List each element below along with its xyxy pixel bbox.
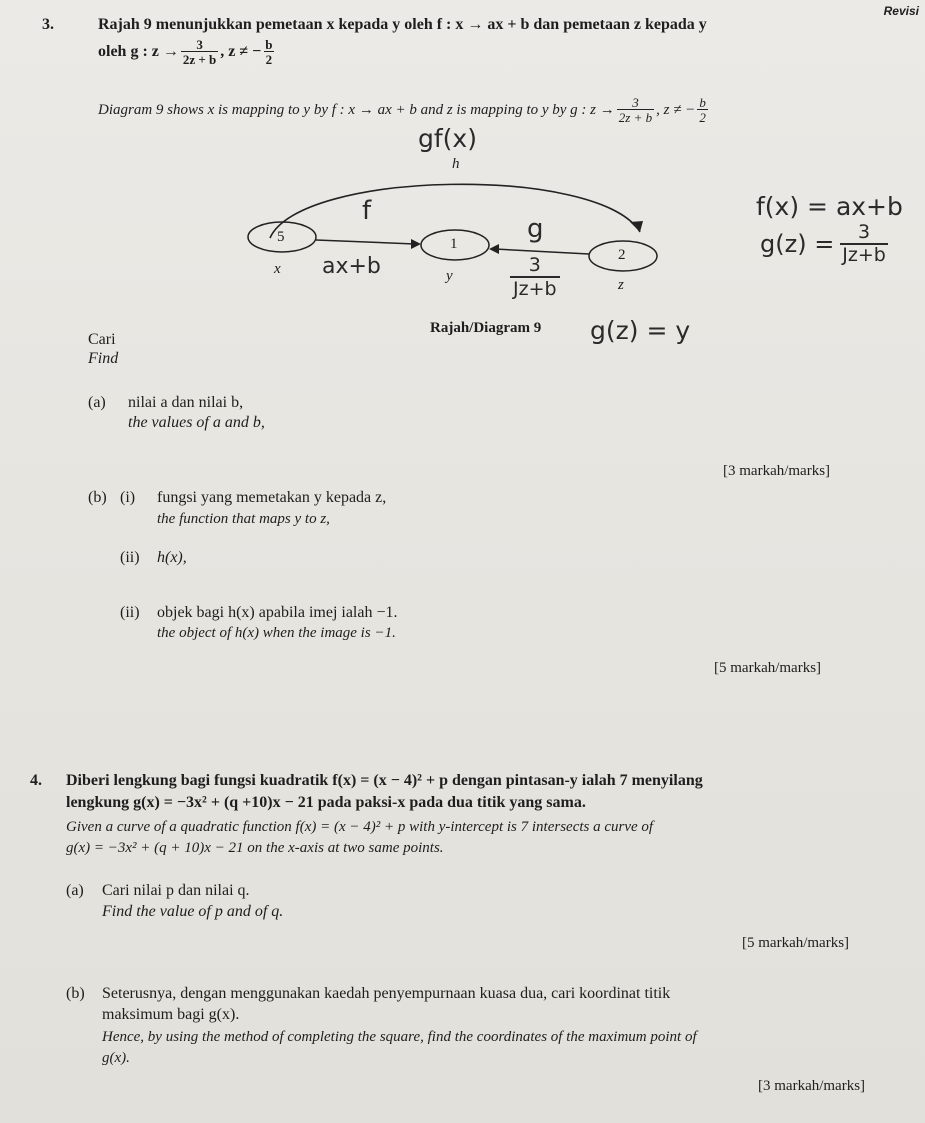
cari-label: Cari <box>88 331 116 348</box>
q3-number: 3. <box>42 16 54 33</box>
q3-ms-b: b <box>265 37 273 52</box>
q3-statement-ms-line1: Rajah 9 menunjukkan pemetaan x kepada y oleh f : x → ax + b dan pemetaan z kepada y <box>98 16 707 33</box>
q4-en-line2: g(x) = −3x² + (q + 10)x − 21 on the x-axis at two same points. <box>66 840 444 856</box>
q3biii-ms: objek bagi h(x) apabila imej ialah −1. <box>157 604 398 621</box>
q3b-marks: [5 markah/marks] <box>714 660 822 676</box>
q3-ms-two: 2 <box>265 52 273 67</box>
q3bi-en: the function that maps y to z, <box>157 511 330 527</box>
q3-en-prefix: Diagram 9 shows x is mapping to y by f : x → ax + b and z is mapping to y by g : z → <box>98 101 615 118</box>
handwritten-ax-plus-b: ax+b <box>322 254 381 279</box>
handwritten-frac-den: Jz+b <box>510 276 560 300</box>
arc-h-arrowhead <box>630 221 643 232</box>
q4a-label: (a) <box>66 882 84 899</box>
value-5: 5 <box>277 229 285 245</box>
q3-en-two: 2 <box>699 110 706 125</box>
q3bi-ms: fungsi yang memetakan y kepada z, <box>157 489 387 506</box>
q4a-ms: Cari nilai p dan nilai q. <box>102 882 250 899</box>
arrow-g-head <box>489 244 499 254</box>
handwritten-g: g <box>527 214 544 244</box>
handwritten-fx: f(x) = ax+b <box>756 192 903 221</box>
q3biii-en: the object of h(x) when the image is −1. <box>157 625 396 641</box>
q3bii-text: h(x), <box>157 549 187 566</box>
q3biii-label: (ii) <box>120 604 140 621</box>
handwritten-gz <box>760 222 888 266</box>
q3-en-b: b <box>699 95 706 110</box>
q4b-marks: [3 markah/marks] <box>758 1078 866 1094</box>
diagram-caption: Rajah/Diagram 9 <box>430 320 542 336</box>
q4a-en: Find the value of p and of q. <box>102 903 284 920</box>
q4b-ms-line2: maksimum bagi g(x). <box>102 1006 240 1023</box>
q3-ms-frac-den: 2z + b <box>182 52 217 67</box>
q4-en-line1: Given a curve of a quadratic function f(x) = (x − 4)² + p with y-intercept is 7 intersects a curve of <box>66 819 654 835</box>
q4b-ms-line1: Seterusnya, dengan menggunakan kaedah penyempurnaan kuasa dua, cari koordinat titik <box>102 985 671 1002</box>
q3a-en: the values of a and b, <box>128 414 265 431</box>
handwritten-gz-fraction <box>840 222 888 266</box>
q4-ms-line2: lengkung g(x) = −3x² + (q +10)x − 21 pada paksi-x pada dua titik yang sama. <box>66 794 586 811</box>
q3a-ms: nilai a dan nilai b, <box>128 394 244 411</box>
arrow-f <box>316 240 415 244</box>
revision-label: Revisi <box>883 4 919 18</box>
handwritten-gz-y: g(z) = y <box>590 316 691 345</box>
q4b-en-line1: Hence, by using the method of completing the square, find the coordinates of the maximum point of <box>102 1029 697 1045</box>
q3-en-condition: , z ≠ − <box>656 101 696 118</box>
q3a-label: (a) <box>88 394 106 411</box>
q3-ms-g-prefix: oleh g : z → <box>98 43 179 60</box>
diagram-9 <box>0 0 925 360</box>
handwritten-frac-num: 3 <box>528 254 541 276</box>
handwritten-gz-left: g(z) = <box>760 230 835 258</box>
q3bii-label: (ii) <box>120 549 140 566</box>
value-1: 1 <box>450 236 458 252</box>
q3-en-frac-den: 2z + b <box>618 110 653 125</box>
var-x: x <box>274 261 281 277</box>
arrow-f-head <box>411 239 421 249</box>
value-2: 2 <box>618 247 626 263</box>
q3bi-label: (i) <box>120 489 136 506</box>
q3-en-frac-num: 3 <box>632 95 639 110</box>
q3-ms-g-condition: , z ≠ − <box>220 43 262 60</box>
handwritten-f: f <box>362 196 372 226</box>
q3-ms-frac-num: 3 <box>196 37 203 52</box>
handwritten-fraction <box>510 254 560 300</box>
var-z: z <box>618 277 624 293</box>
q4b-label: (b) <box>66 985 85 1002</box>
q4a-marks: [5 markah/marks] <box>742 935 850 951</box>
q4b-en-line2: g(x). <box>102 1050 130 1066</box>
q3b-label: (b) <box>88 489 107 506</box>
q3a-marks: [3 markah/marks] <box>723 463 831 479</box>
handwritten-gz-num: 3 <box>858 221 871 243</box>
handwritten-gz-den: Jz+b <box>842 244 886 266</box>
q4-ms-line1: Diberi lengkung bagi fungsi kuadratik f(x) = (x − 4)² + p dengan pintasan-y ialah 7 menyilang <box>66 772 703 789</box>
label-h: h <box>452 156 460 172</box>
var-y: y <box>446 268 453 284</box>
q4-number: 4. <box>30 772 42 789</box>
handwritten-gf: gf(x) <box>418 124 477 153</box>
find-label: Find <box>88 350 119 367</box>
